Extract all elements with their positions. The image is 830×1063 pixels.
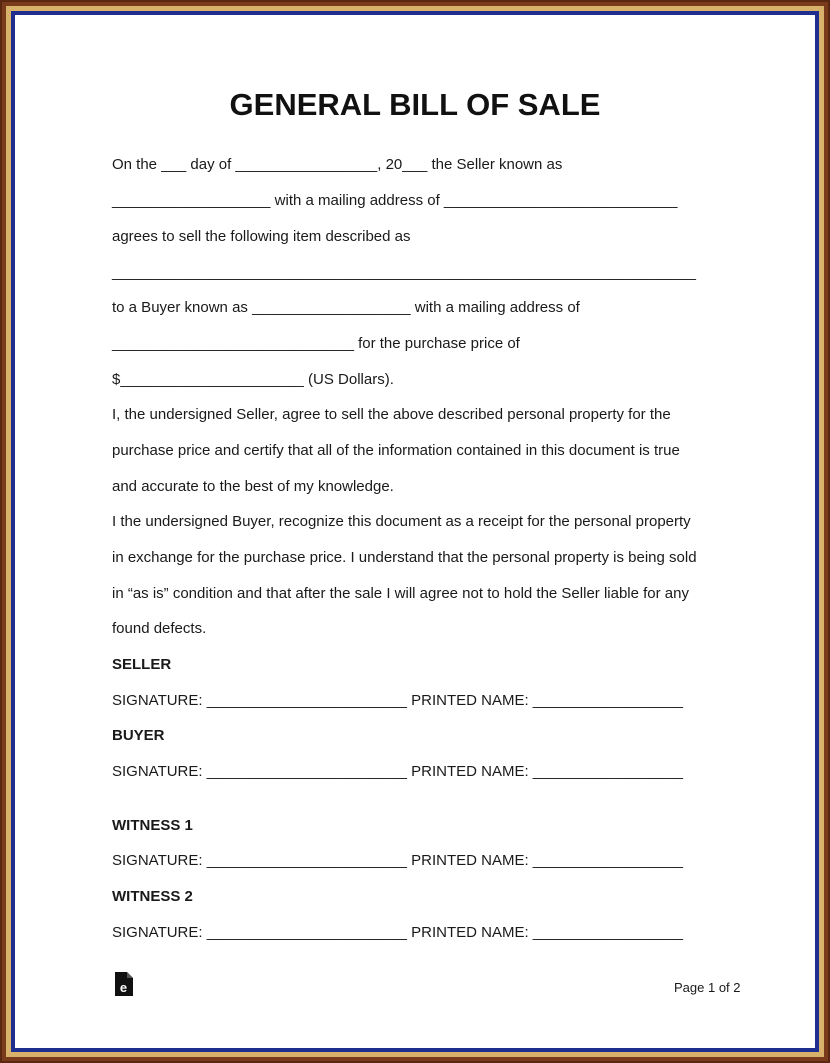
page-number: Page 1 of 2 [674,980,741,995]
witness-2-heading: WITNESS 2 [112,888,193,905]
witness-1-heading: WITNESS 1 [112,817,193,834]
body-line-1: On the ___ day of _________________, 20___ the Seller known as [112,156,563,173]
witness-1-signature-line[interactable]: SIGNATURE: ________________________ PRINTED NAME: __________________ [112,852,683,869]
buyer-heading: BUYER [112,727,165,744]
body-line-3: agrees to sell the following item described as [112,228,411,245]
seller-heading: SELLER [112,656,172,673]
body-line-8: I, the undersigned Seller, agree to sell the above described personal property for the [112,406,671,423]
body-line-6: _____________________________ for the purchase price of [112,335,520,352]
body-line-12: in exchange for the purchase price. I understand that the personal property is being sold [112,549,697,566]
body-line-14: found defects. [112,620,207,637]
document-title: GENERAL BILL OF SALE [229,87,601,122]
body-line-2: ___________________ with a mailing address of ____________________________ [112,192,678,209]
body-line-10: and accurate to the best of my knowledge. [112,478,394,495]
eforms-logo-icon [113,970,135,998]
buyer-signature-line[interactable]: SIGNATURE: ________________________ PRINTED NAME: __________________ [112,763,683,780]
seller-signature-line[interactable]: SIGNATURE: ________________________ PRINTED NAME: __________________ [112,692,683,709]
body-line-5: to a Buyer known as ___________________ with a mailing address of [112,299,580,316]
body-line-7: $______________________ (US Dollars). [112,371,394,388]
document-page [15,15,815,1048]
witness-2-signature-line[interactable]: SIGNATURE: ________________________ PRINTED NAME: __________________ [112,924,683,941]
svg-text:e: e [119,980,128,995]
body-line-9: purchase price and certify that all of the information contained in this document is true [112,442,680,459]
body-line-13: in “as is” condition and that after the sale I will agree not to hold the Seller liable for any [112,585,689,602]
body-line-4: ______________________________________________________________________ [112,264,696,281]
body-line-11: I the undersigned Buyer, recognize this document as a receipt for the personal property [112,513,691,530]
